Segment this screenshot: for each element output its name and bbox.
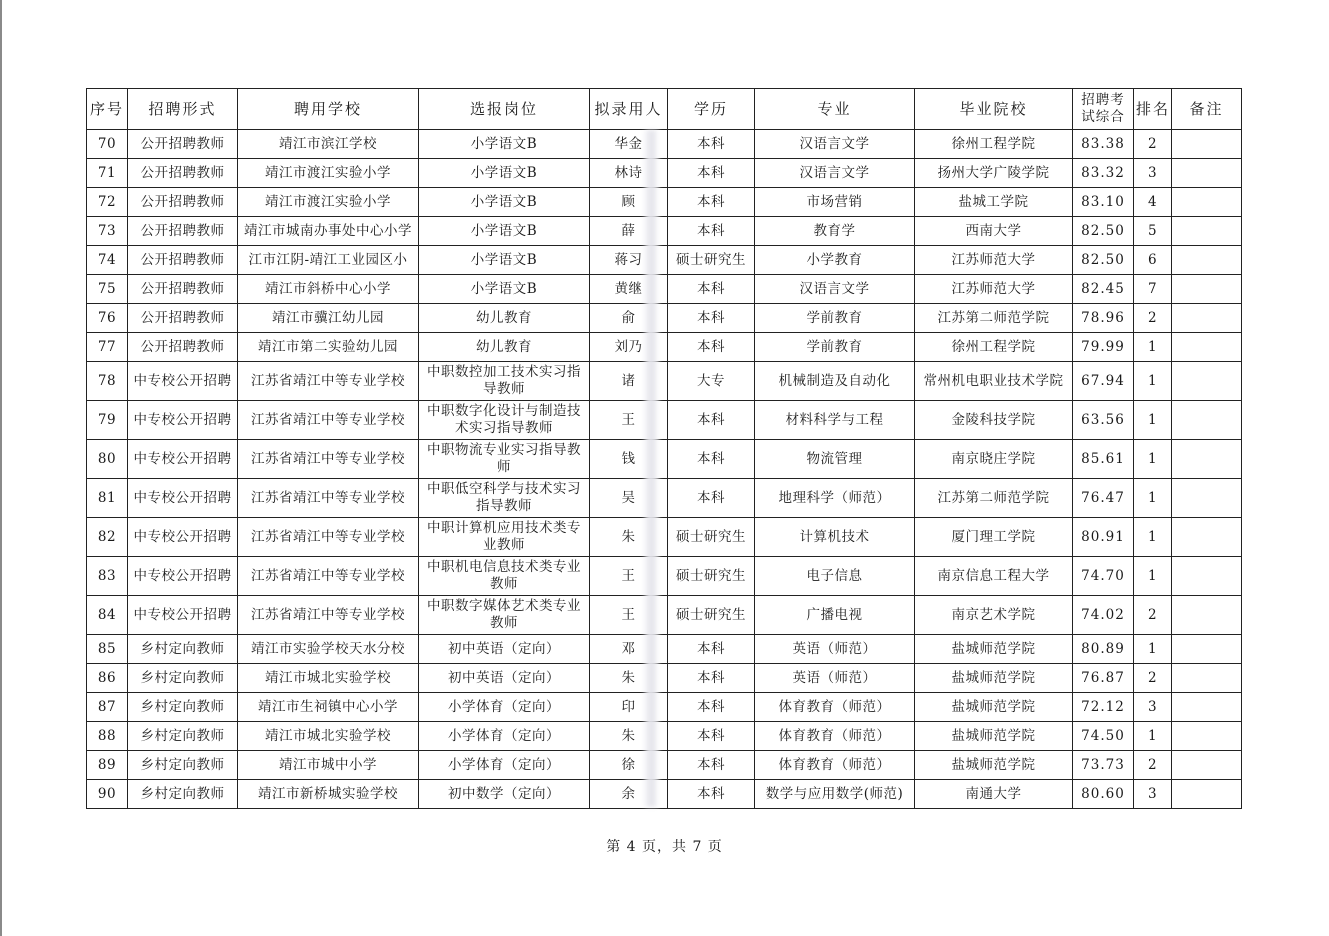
cell-major: 数学与应用数学(师范) [755, 780, 915, 809]
cell-rank: 5 [1134, 217, 1172, 246]
table-row [87, 188, 1242, 217]
cell-form: 乡村定向教师 [128, 635, 238, 664]
cell-note [1172, 440, 1242, 479]
cell-note [1172, 159, 1242, 188]
cell-no: 83 [87, 557, 128, 596]
cell-score: 78.96 [1073, 304, 1134, 333]
cell-post: 幼儿教育 [419, 333, 590, 362]
cell-school: 靖江市城北实验学校 [238, 722, 419, 751]
cell-rank: 1 [1134, 557, 1172, 596]
cell-school: 靖江市渡江实验小学 [238, 188, 419, 217]
cell-note [1172, 401, 1242, 440]
cell-score: 76.47 [1073, 479, 1134, 518]
cell-major: 汉语言文学 [755, 275, 915, 304]
cell-form: 中专校公开招聘 [128, 518, 238, 557]
cell-name: 余 [590, 780, 668, 809]
cell-school: 靖江市城南办事处中心小学 [238, 217, 419, 246]
cell-major: 体育教育（师范） [755, 693, 915, 722]
cell-college: 徐州工程学院 [915, 130, 1073, 159]
cell-no: 76 [87, 304, 128, 333]
cell-name: 徐 [590, 751, 668, 780]
cell-edu: 本科 [668, 188, 755, 217]
cell-score: 80.91 [1073, 518, 1134, 557]
table-row [87, 401, 1242, 440]
cell-school: 靖江市滨江学校 [238, 130, 419, 159]
cell-edu: 本科 [668, 751, 755, 780]
cell-form: 公开招聘教师 [128, 130, 238, 159]
header-rank: 排名 [1134, 89, 1172, 130]
cell-no: 70 [87, 130, 128, 159]
cell-name: 王 [590, 596, 668, 635]
cell-major: 体育教育（师范） [755, 751, 915, 780]
cell-post: 初中英语（定向） [419, 664, 590, 693]
header-no: 序号 [87, 89, 128, 130]
cell-no: 80 [87, 440, 128, 479]
cell-college: 盐城师范学院 [915, 722, 1073, 751]
cell-post: 初中数学（定向） [419, 780, 590, 809]
cell-school: 靖江市渡江实验小学 [238, 159, 419, 188]
cell-edu: 硕士研究生 [668, 557, 755, 596]
header-post: 选报岗位 [419, 89, 590, 130]
cell-college: 南京艺术学院 [915, 596, 1073, 635]
cell-form: 公开招聘教师 [128, 159, 238, 188]
cell-score: 82.50 [1073, 217, 1134, 246]
cell-school: 江苏省靖江中等专业学校 [238, 362, 419, 401]
cell-major: 体育教育（师范） [755, 722, 915, 751]
cell-form: 中专校公开招聘 [128, 479, 238, 518]
cell-note [1172, 188, 1242, 217]
cell-edu: 本科 [668, 440, 755, 479]
cell-college: 南通大学 [915, 780, 1073, 809]
cell-name: 薛 [590, 217, 668, 246]
header-score: 招聘考试综合 [1073, 89, 1134, 130]
cell-name: 朱 [590, 664, 668, 693]
cell-score: 82.50 [1073, 246, 1134, 275]
cell-rank: 3 [1134, 693, 1172, 722]
cell-school: 江苏省靖江中等专业学校 [238, 401, 419, 440]
cell-name: 吴 [590, 479, 668, 518]
cell-rank: 1 [1134, 479, 1172, 518]
cell-name: 朱 [590, 722, 668, 751]
cell-rank: 2 [1134, 130, 1172, 159]
page-footer: 第 4 页，共 7 页 [606, 839, 723, 855]
cell-name: 印 [590, 693, 668, 722]
cell-edu: 本科 [668, 780, 755, 809]
header-edu: 学历 [668, 89, 755, 130]
cell-school: 江苏省靖江中等专业学校 [238, 518, 419, 557]
cell-score: 80.89 [1073, 635, 1134, 664]
cell-post: 幼儿教育 [419, 304, 590, 333]
cell-post: 小学语文B [419, 130, 590, 159]
cell-no: 87 [87, 693, 128, 722]
header-school: 聘用学校 [238, 89, 419, 130]
cell-note [1172, 275, 1242, 304]
cell-major: 学前教育 [755, 304, 915, 333]
cell-name: 黄继 [590, 275, 668, 304]
header-name: 拟录用人 [590, 89, 668, 130]
cell-no: 82 [87, 518, 128, 557]
cell-form: 中专校公开招聘 [128, 440, 238, 479]
cell-college: 盐城工学院 [915, 188, 1073, 217]
cell-no: 90 [87, 780, 128, 809]
cell-note [1172, 722, 1242, 751]
cell-name: 朱 [590, 518, 668, 557]
cell-college: 厦门理工学院 [915, 518, 1073, 557]
cell-college: 江苏师范大学 [915, 246, 1073, 275]
cell-form: 乡村定向教师 [128, 693, 238, 722]
cell-school: 靖江市实验学校天水分校 [238, 635, 419, 664]
cell-post: 小学体育（定向） [419, 751, 590, 780]
cell-form: 公开招聘教师 [128, 333, 238, 362]
header-major: 专业 [755, 89, 915, 130]
cell-name: 王 [590, 557, 668, 596]
cell-major: 市场营销 [755, 188, 915, 217]
cell-form: 中专校公开招聘 [128, 362, 238, 401]
cell-form: 乡村定向教师 [128, 751, 238, 780]
cell-rank: 1 [1134, 722, 1172, 751]
cell-college: 西南大学 [915, 217, 1073, 246]
cell-edu: 本科 [668, 333, 755, 362]
cell-edu: 本科 [668, 693, 755, 722]
cell-form: 公开招聘教师 [128, 304, 238, 333]
table-body [87, 130, 1242, 809]
table-row [87, 479, 1242, 518]
cell-score: 76.87 [1073, 664, 1134, 693]
cell-rank: 1 [1134, 518, 1172, 557]
cell-post: 中职数控加工技术实习指导教师 [419, 362, 590, 401]
cell-score: 73.73 [1073, 751, 1134, 780]
cell-college: 南京信息工程大学 [915, 557, 1073, 596]
cell-note [1172, 635, 1242, 664]
name-redaction-blur [643, 130, 659, 807]
cell-note [1172, 596, 1242, 635]
cell-rank: 2 [1134, 596, 1172, 635]
cell-name: 王 [590, 401, 668, 440]
cell-rank: 2 [1134, 304, 1172, 333]
cell-rank: 1 [1134, 362, 1172, 401]
cell-name: 邓 [590, 635, 668, 664]
cell-college: 金陵科技学院 [915, 401, 1073, 440]
cell-no: 72 [87, 188, 128, 217]
cell-post: 中职低空科学与技术实习指导教师 [419, 479, 590, 518]
cell-score: 83.32 [1073, 159, 1134, 188]
cell-post: 小学语文B [419, 159, 590, 188]
cell-major: 小学教育 [755, 246, 915, 275]
cell-name: 诸 [590, 362, 668, 401]
table-row [87, 557, 1242, 596]
cell-score: 80.60 [1073, 780, 1134, 809]
table-row [87, 159, 1242, 188]
cell-school: 靖江市城北实验学校 [238, 664, 419, 693]
cell-college: 江苏第二师范学院 [915, 304, 1073, 333]
cell-name: 顾 [590, 188, 668, 217]
cell-edu: 本科 [668, 722, 755, 751]
cell-major: 机械制造及自动化 [755, 362, 915, 401]
cell-college: 常州机电职业技术学院 [915, 362, 1073, 401]
cell-no: 74 [87, 246, 128, 275]
cell-college: 徐州工程学院 [915, 333, 1073, 362]
cell-edu: 本科 [668, 217, 755, 246]
cell-post: 小学体育（定向） [419, 693, 590, 722]
cell-major: 教育学 [755, 217, 915, 246]
cell-name: 华金 [590, 130, 668, 159]
cell-rank: 1 [1134, 635, 1172, 664]
cell-edu: 大专 [668, 362, 755, 401]
cell-post: 小学语文B [419, 275, 590, 304]
cell-score: 83.38 [1073, 130, 1134, 159]
cell-post: 中职计算机应用技术类专业教师 [419, 518, 590, 557]
cell-school: 靖江市斜桥中心小学 [238, 275, 419, 304]
cell-name: 刘乃 [590, 333, 668, 362]
header-form: 招聘形式 [128, 89, 238, 130]
cell-rank: 4 [1134, 188, 1172, 217]
cell-major: 汉语言文学 [755, 130, 915, 159]
cell-college: 南京晓庄学院 [915, 440, 1073, 479]
cell-rank: 3 [1134, 159, 1172, 188]
cell-note [1172, 557, 1242, 596]
cell-no: 89 [87, 751, 128, 780]
table-row [87, 664, 1242, 693]
cell-school: 靖江市新桥城实验学校 [238, 780, 419, 809]
cell-post: 初中英语（定向） [419, 635, 590, 664]
cell-edu: 硕士研究生 [668, 246, 755, 275]
cell-no: 73 [87, 217, 128, 246]
cell-college: 江苏第二师范学院 [915, 479, 1073, 518]
cell-major: 汉语言文学 [755, 159, 915, 188]
cell-post: 中职数字化设计与制造技术实习指导教师 [419, 401, 590, 440]
cell-note [1172, 130, 1242, 159]
table-row [87, 780, 1242, 809]
cell-rank: 7 [1134, 275, 1172, 304]
cell-no: 81 [87, 479, 128, 518]
table-row [87, 362, 1242, 401]
cell-name: 钱 [590, 440, 668, 479]
header-note: 备注 [1172, 89, 1242, 130]
cell-school: 江苏省靖江中等专业学校 [238, 557, 419, 596]
cell-edu: 本科 [668, 664, 755, 693]
cell-score: 67.94 [1073, 362, 1134, 401]
table-row [87, 722, 1242, 751]
cell-score: 63.56 [1073, 401, 1134, 440]
cell-no: 79 [87, 401, 128, 440]
cell-note [1172, 217, 1242, 246]
cell-no: 75 [87, 275, 128, 304]
table-row [87, 751, 1242, 780]
cell-score: 72.12 [1073, 693, 1134, 722]
cell-form: 公开招聘教师 [128, 246, 238, 275]
cell-note [1172, 304, 1242, 333]
table-row [87, 275, 1242, 304]
cell-edu: 本科 [668, 304, 755, 333]
table-row [87, 304, 1242, 333]
cell-no: 77 [87, 333, 128, 362]
cell-no: 85 [87, 635, 128, 664]
cell-form: 乡村定向教师 [128, 780, 238, 809]
cell-name: 蒋习 [590, 246, 668, 275]
cell-edu: 本科 [668, 275, 755, 304]
cell-no: 71 [87, 159, 128, 188]
cell-post: 小学语文B [419, 188, 590, 217]
cell-note [1172, 693, 1242, 722]
cell-edu: 硕士研究生 [668, 596, 755, 635]
cell-note [1172, 246, 1242, 275]
cell-rank: 3 [1134, 780, 1172, 809]
cell-score: 74.70 [1073, 557, 1134, 596]
cell-school: 江市江阴-靖江工业园区小 [238, 246, 419, 275]
cell-form: 中专校公开招聘 [128, 557, 238, 596]
cell-no: 78 [87, 362, 128, 401]
cell-major: 计算机技术 [755, 518, 915, 557]
cell-no: 86 [87, 664, 128, 693]
cell-score: 74.02 [1073, 596, 1134, 635]
cell-edu: 本科 [668, 479, 755, 518]
cell-no: 84 [87, 596, 128, 635]
table-row [87, 635, 1242, 664]
page-left-edge [0, 0, 2, 936]
cell-note [1172, 362, 1242, 401]
cell-rank: 1 [1134, 333, 1172, 362]
cell-form: 乡村定向教师 [128, 722, 238, 751]
cell-college: 盐城师范学院 [915, 635, 1073, 664]
cell-note [1172, 664, 1242, 693]
cell-school: 靖江市第二实验幼儿园 [238, 333, 419, 362]
cell-score: 82.45 [1073, 275, 1134, 304]
cell-form: 中专校公开招聘 [128, 596, 238, 635]
cell-post: 中职机电信息技术类专业教师 [419, 557, 590, 596]
cell-name: 林诗 [590, 159, 668, 188]
cell-college: 江苏师范大学 [915, 275, 1073, 304]
cell-major: 电子信息 [755, 557, 915, 596]
cell-score: 85.61 [1073, 440, 1134, 479]
cell-edu: 硕士研究生 [668, 518, 755, 557]
recruitment-table [86, 88, 1242, 809]
cell-rank: 2 [1134, 751, 1172, 780]
cell-college: 盐城师范学院 [915, 751, 1073, 780]
cell-form: 公开招聘教师 [128, 275, 238, 304]
cell-school: 江苏省靖江中等专业学校 [238, 479, 419, 518]
cell-major: 物流管理 [755, 440, 915, 479]
cell-major: 广播电视 [755, 596, 915, 635]
cell-post: 小学体育（定向） [419, 722, 590, 751]
cell-post: 中职物流专业实习指导教师 [419, 440, 590, 479]
cell-school: 靖江市骥江幼儿园 [238, 304, 419, 333]
cell-edu: 本科 [668, 159, 755, 188]
table-row [87, 130, 1242, 159]
cell-score: 83.10 [1073, 188, 1134, 217]
cell-form: 乡村定向教师 [128, 664, 238, 693]
cell-college: 盐城师范学院 [915, 693, 1073, 722]
cell-note [1172, 780, 1242, 809]
cell-college: 扬州大学广陵学院 [915, 159, 1073, 188]
cell-form: 公开招聘教师 [128, 217, 238, 246]
table-row [87, 693, 1242, 722]
cell-school: 靖江市生祠镇中心小学 [238, 693, 419, 722]
cell-school: 江苏省靖江中等专业学校 [238, 440, 419, 479]
cell-form: 中专校公开招聘 [128, 401, 238, 440]
cell-major: 材料科学与工程 [755, 401, 915, 440]
cell-post: 中职数字媒体艺术类专业教师 [419, 596, 590, 635]
cell-major: 英语（师范） [755, 635, 915, 664]
table-row [87, 596, 1242, 635]
cell-edu: 本科 [668, 401, 755, 440]
cell-note [1172, 751, 1242, 780]
cell-post: 小学语文B [419, 246, 590, 275]
cell-name: 俞 [590, 304, 668, 333]
cell-edu: 本科 [668, 130, 755, 159]
cell-major: 学前教育 [755, 333, 915, 362]
cell-note [1172, 479, 1242, 518]
cell-rank: 1 [1134, 401, 1172, 440]
table-row [87, 518, 1242, 557]
cell-no: 88 [87, 722, 128, 751]
cell-school: 江苏省靖江中等专业学校 [238, 596, 419, 635]
cell-school: 靖江市城中小学 [238, 751, 419, 780]
cell-rank: 1 [1134, 440, 1172, 479]
cell-rank: 2 [1134, 664, 1172, 693]
cell-score: 79.99 [1073, 333, 1134, 362]
cell-rank: 6 [1134, 246, 1172, 275]
table-header-row [87, 89, 1242, 130]
cell-note [1172, 518, 1242, 557]
cell-major: 地理科学（师范） [755, 479, 915, 518]
cell-major: 英语（师范） [755, 664, 915, 693]
cell-edu: 本科 [668, 635, 755, 664]
table-row [87, 440, 1242, 479]
cell-score: 74.50 [1073, 722, 1134, 751]
header-college: 毕业院校 [915, 89, 1073, 130]
table-row [87, 246, 1242, 275]
cell-college: 盐城师范学院 [915, 664, 1073, 693]
cell-form: 公开招聘教师 [128, 188, 238, 217]
table-row [87, 217, 1242, 246]
table-row [87, 333, 1242, 362]
cell-post: 小学语文B [419, 217, 590, 246]
cell-note [1172, 333, 1242, 362]
